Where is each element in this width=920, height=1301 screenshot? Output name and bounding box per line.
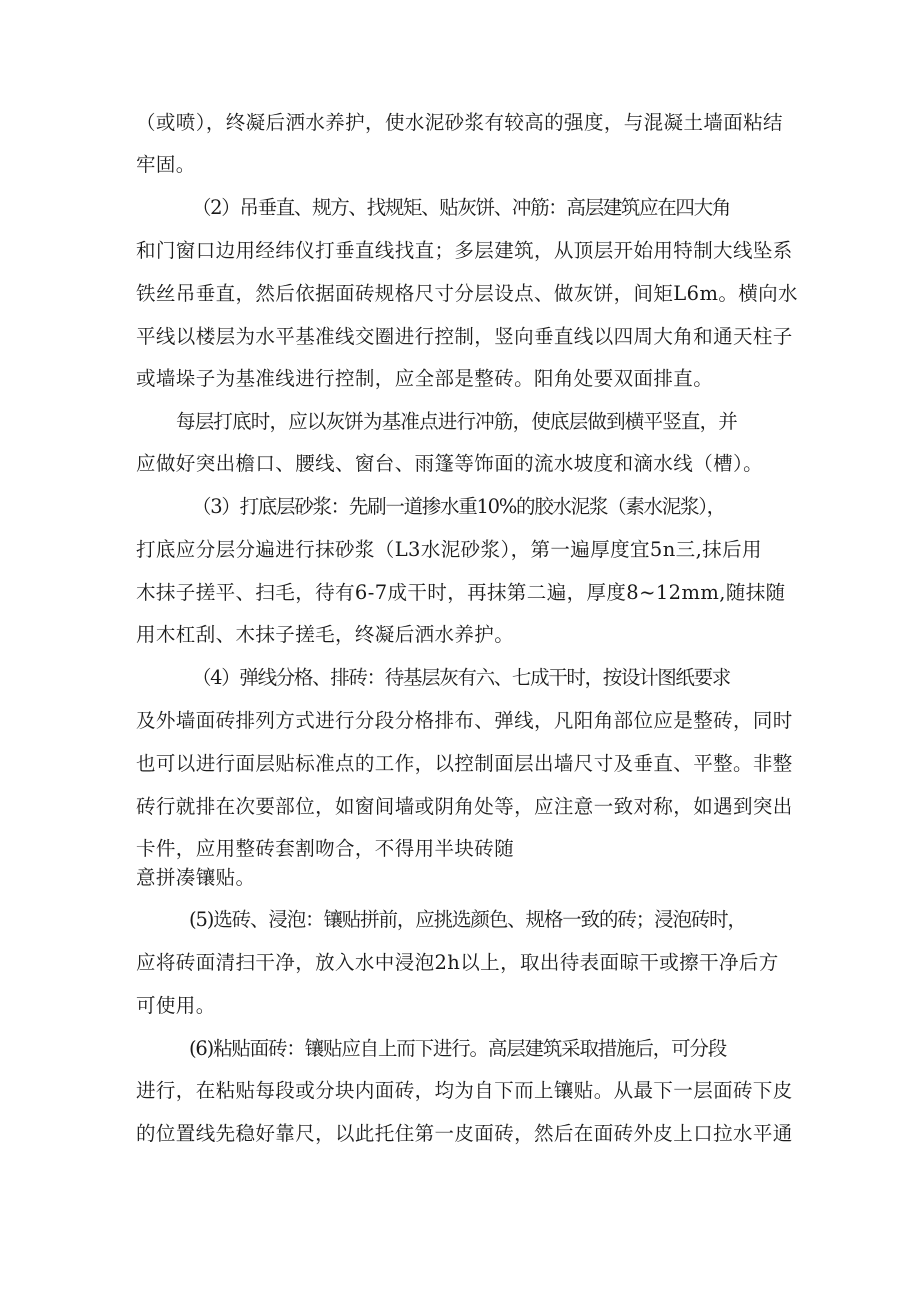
text-line: 和门窗口边用经纬仪打垂直线找直；多层建筑，从顶层开始用特制大线坠系 bbox=[136, 239, 793, 262]
text-line: 或墙垛子为基准线进行控制，应全部是整砖。阳角处要双面排直。 bbox=[136, 367, 714, 390]
text-line: 应做好突出檐口、腰线、窗台、雨篷等饰面的流水坡度和滴水线（槽）。 bbox=[136, 452, 764, 475]
text-line: 及外墙面砖排列方式进行分段分格排布、弹线，凡阳角部位应是整砖，同时 bbox=[136, 709, 793, 732]
text-line: 意拼凑镶贴。 bbox=[136, 866, 256, 889]
text-line: 应将砖面清扫干净，放入水中浸泡2h以上，取出待表面晾干或擦干净后方 bbox=[136, 951, 779, 974]
text-line: 牢固。 bbox=[136, 153, 196, 176]
text-line: 打底应分层分遍进行抹砂浆（L3水泥砂浆），第一遍厚度宜5n三,抹后用 bbox=[136, 538, 762, 561]
text-line: （或喷），终凝后洒水养护，使水泥砂浆有较高的强度，与混凝土墙面粘结 bbox=[136, 111, 783, 134]
text-line: 砖行就排在次要部位，如窗间墙或阴角处等，应注意一致对称，如遇到突出 bbox=[136, 795, 793, 818]
text-line: 用木杠刮、木抹子搓毛，终凝后洒水养护。 bbox=[136, 623, 515, 646]
paragraph-first-line: 每层打底时，应以灰饼为基准点进行冲筋，使底层做到横平竖直，并 bbox=[176, 410, 738, 433]
text-line: 平线以楼层为水平基准线交圈进行控制，竖向垂直线以四周大角和通天柱子 bbox=[136, 325, 793, 348]
text-line: 卡件，应用整砖套割吻合，不得用半块砖随 bbox=[136, 837, 515, 860]
text-line: 可使用。 bbox=[136, 994, 216, 1017]
text-line: 木抹子搓平、扫毛，待有6-7成干时，再抹第二遍，厚度8~12mm,随抹随 bbox=[136, 581, 786, 604]
text-line: 的位置线先稳好靠尺，以此托住第一皮面砖，然后在面砖外皮上口拉水平通 bbox=[136, 1122, 793, 1145]
text-line: 也可以进行面层贴标准点的工作，以控制面层出墙尺寸及垂直、平整。非整 bbox=[136, 752, 793, 775]
text-line: 铁丝吊垂直，然后依据面砖规格尺寸分层设点、做灰饼，间矩L6m。横向水 bbox=[136, 282, 798, 305]
item-4-heading-line: （4）弹线分格、排砖：待基层灰有六、七成干时，按设计图纸要求 bbox=[192, 666, 730, 689]
item-6-heading-line: (6)粘贴面砖：镶贴应自上而下进行。高层建筑采取措施后，可分段 bbox=[189, 1037, 727, 1060]
item-2-heading-line: （2）吊垂直、规方、找规矩、贴灰饼、冲筋：高层建筑应在四大角 bbox=[192, 196, 730, 219]
text-line: 进行，在粘贴每段或分块内面砖，均为自下而上镶贴。从最下一层面砖下皮 bbox=[136, 1079, 793, 1102]
item-3-heading-line: （3）打底层砂浆：先刷一道掺水重10%的胶水泥浆（素水泥浆）， bbox=[192, 495, 725, 518]
item-5-heading-line: (5)选砖、浸泡：镶贴拼前，应挑选颜色、规格一致的砖；浸泡砖时， bbox=[189, 908, 746, 931]
